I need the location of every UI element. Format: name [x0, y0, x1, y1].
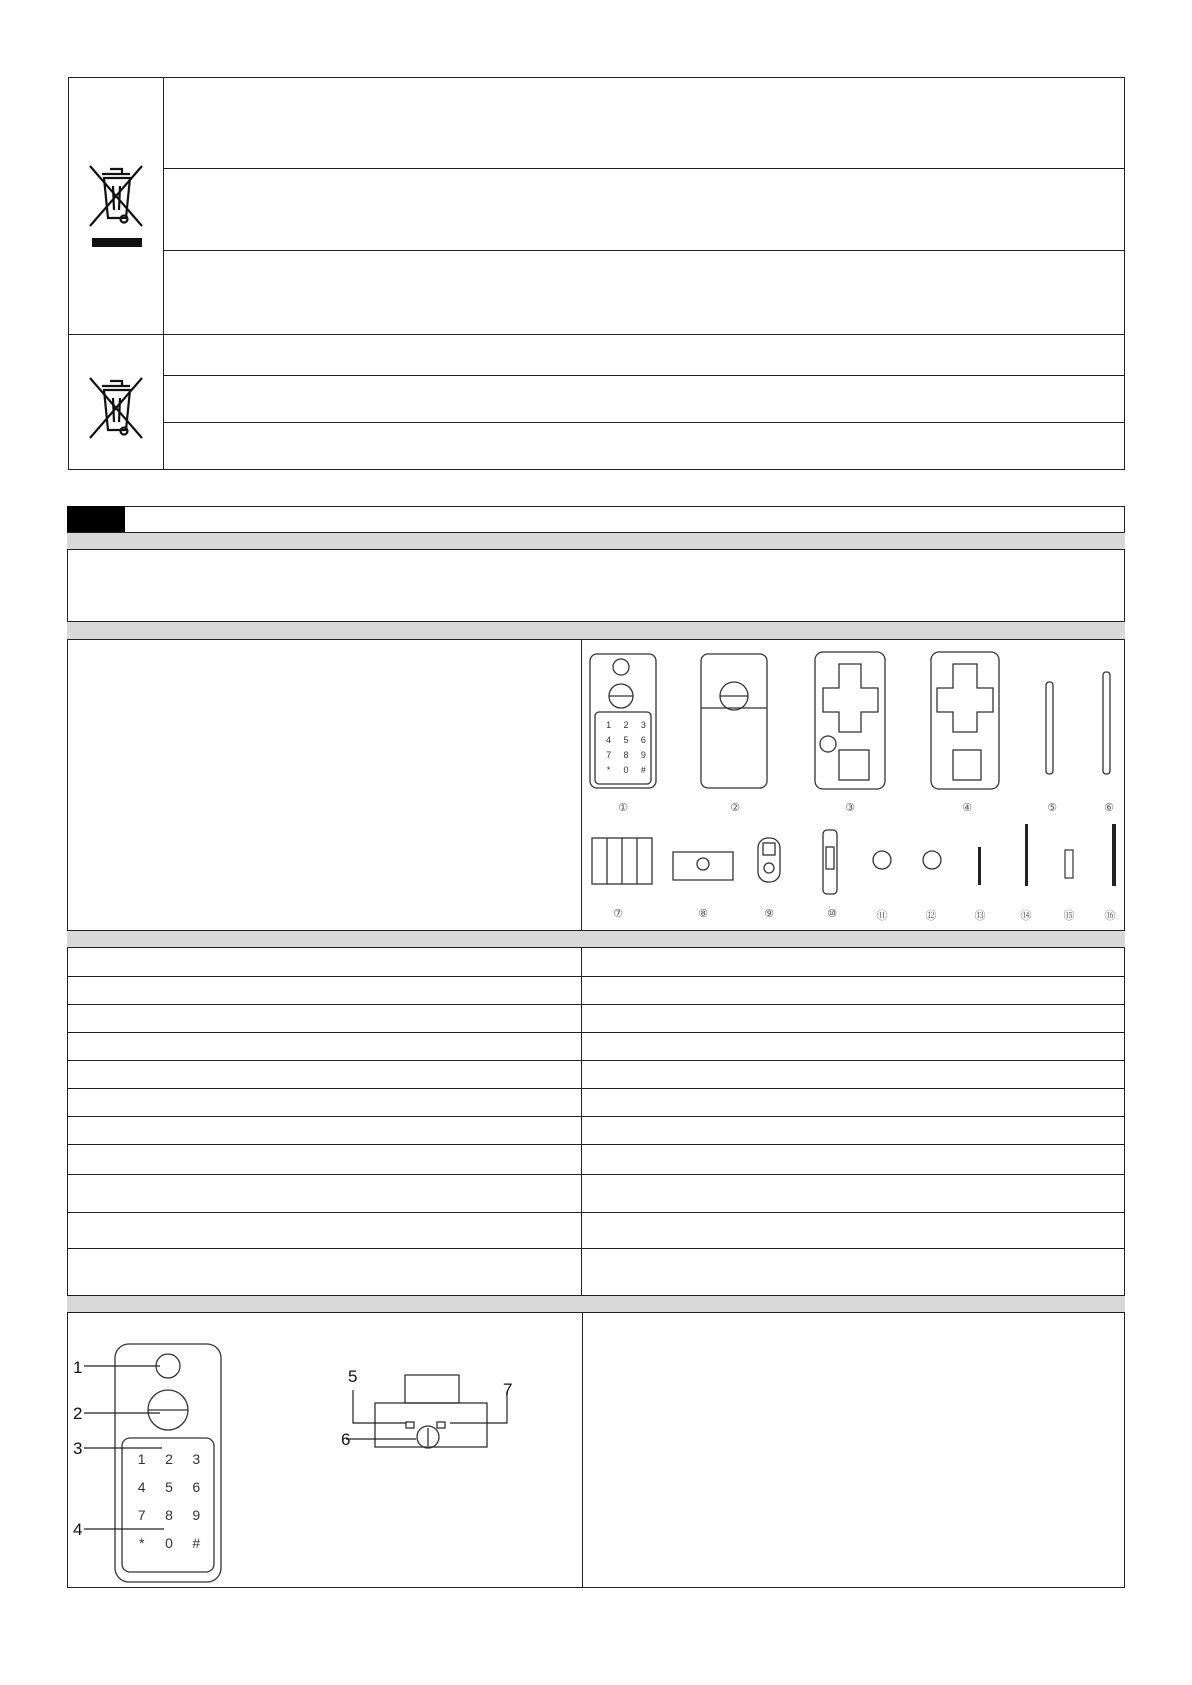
part-number-label: ③	[845, 801, 855, 814]
crossed-out-wheelie-bin-icon	[84, 372, 148, 444]
back-callout-number: 6	[341, 1430, 351, 1449]
section-band	[67, 1295, 1125, 1313]
part-number-label: ⑭	[1020, 909, 1032, 922]
part-number-label: ⑯	[1104, 909, 1116, 922]
keypad-key: 5	[165, 1479, 173, 1495]
keypad-key: #	[192, 1535, 201, 1551]
part-number-label: ⑮	[1063, 909, 1075, 922]
keypad-key: 9	[192, 1507, 201, 1523]
part-number-label: ⑤	[1047, 801, 1057, 814]
section-header-block	[67, 506, 125, 532]
part-number-label: ⑨	[764, 907, 774, 920]
spec-row-line	[67, 1116, 1125, 1117]
part-number-label: ⑪	[876, 909, 888, 922]
spec-row-line	[67, 1032, 1125, 1033]
keypad-key: 0	[165, 1535, 173, 1551]
spec-row-line	[67, 1174, 1125, 1175]
front-callout-number: 4	[73, 1520, 83, 1539]
section-band	[67, 621, 1125, 640]
disposal-group-separator	[68, 334, 1125, 335]
part-number-label: ⑫	[925, 909, 937, 922]
spec-row-line	[67, 1144, 1125, 1145]
spec-row-line	[67, 1212, 1125, 1213]
keypad-key: 6	[192, 1479, 201, 1495]
spec-row-line	[67, 1004, 1125, 1005]
part-number-label: ⑩	[827, 907, 837, 920]
spec-row-line	[67, 1248, 1125, 1249]
overview-divider	[582, 1313, 583, 1588]
keypad-key: 7	[137, 1507, 146, 1523]
contents-divider	[581, 640, 582, 930]
disposal-table-divider	[163, 77, 164, 470]
back-callout-number: 5	[348, 1367, 358, 1386]
part-number-label: ⑦	[613, 907, 623, 920]
part-number-label: ②	[730, 801, 740, 814]
keypad-key: *	[138, 1535, 145, 1551]
back-callout-number: 7	[503, 1380, 513, 1399]
spec-divider	[581, 948, 582, 1295]
keypad-key: 3	[192, 1451, 201, 1467]
disposal-row-separator	[163, 375, 1125, 376]
part-number-label: ⑥	[1104, 801, 1114, 814]
keypad-key: 8	[165, 1507, 173, 1523]
keypad-key: 2	[165, 1451, 173, 1467]
keypad	[128, 1451, 210, 1551]
disposal-row-separator	[163, 168, 1125, 169]
section-band	[67, 930, 1125, 948]
spec-row-line	[67, 1088, 1125, 1089]
keypad-key: 1	[137, 1451, 146, 1467]
front-callout-number: 2	[73, 1404, 83, 1423]
part-number-label: ⑧	[698, 907, 708, 920]
crossed-out-wheelie-bin-icon	[84, 160, 148, 250]
part-number-label: ①	[618, 801, 628, 814]
spec-row-line	[67, 1060, 1125, 1061]
front-callout-number: 3	[73, 1439, 83, 1458]
front-callout-number: 1	[73, 1358, 83, 1377]
disposal-table	[68, 77, 1125, 470]
section-band	[67, 532, 1125, 550]
part-number-label: ⑬	[974, 909, 986, 922]
part-number-label: ④	[962, 801, 972, 814]
keypad-mini: 1 2 3 4 5 6 7 8 9 * 0 #	[606, 720, 646, 775]
disposal-row-separator	[163, 422, 1125, 423]
keypad-key: 4	[137, 1479, 146, 1495]
package-contents-illustration	[583, 642, 1123, 928]
disposal-row-separator	[163, 250, 1125, 251]
spec-row-line	[67, 976, 1125, 977]
